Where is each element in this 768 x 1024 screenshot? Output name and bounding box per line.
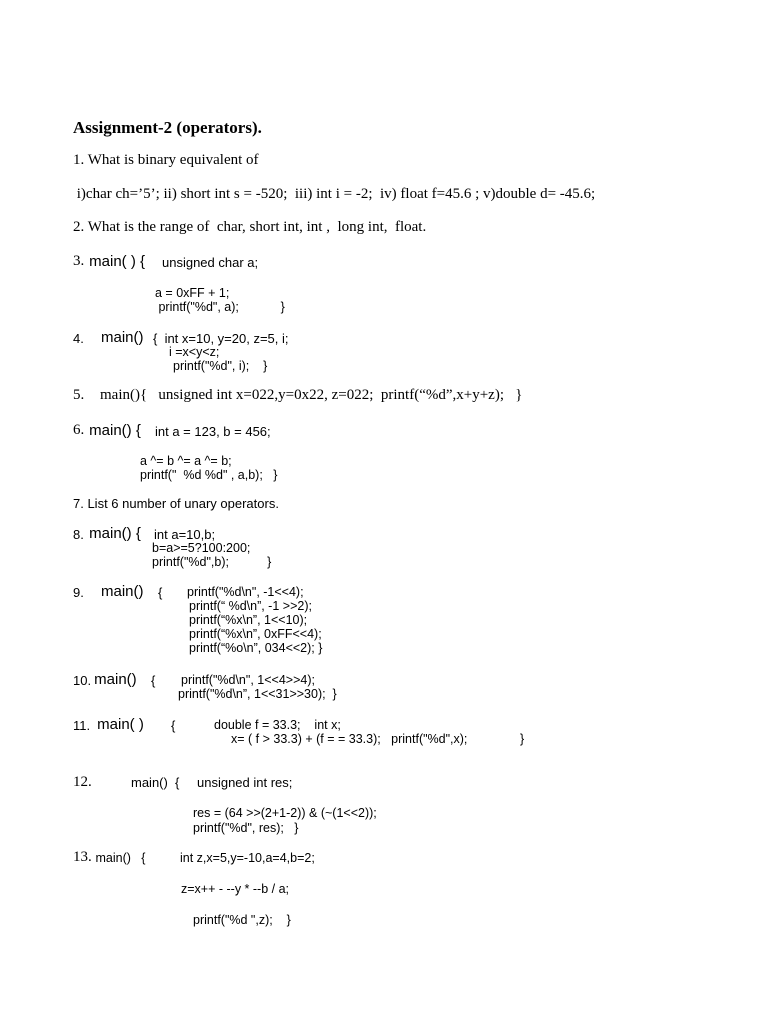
question-3-declaration: unsigned char a;	[162, 255, 259, 270]
question-11-number: 11.	[73, 718, 91, 733]
question-10-code-line-1: printf("%d\n", 1<<4>>4);	[181, 673, 315, 687]
question-6-code-line-1: a ^= b ^= a ^= b;	[140, 454, 232, 468]
question-11-brace: {	[171, 718, 176, 733]
question-10-brace: {	[151, 673, 156, 688]
question-4-code-line-1: i =x<y<z;	[169, 345, 220, 359]
question-6-number: 6.	[73, 422, 85, 438]
question-6-declaration: int a = 123, b = 456;	[155, 424, 271, 439]
question-2-text: 2. What is the range of char, short int, int , long int, float.	[73, 219, 427, 235]
question-4-declaration: { int x=10, y=20, z=5, i;	[153, 331, 289, 346]
question-1-options: i)char ch=’5’; ii) short int s = -520; iii) int i = -2; iv) float f=45.6 ; v)double d= -45.6;	[73, 186, 596, 202]
question-9-code-line-2: printf(“ %d\n”, -1 >>2);	[189, 599, 312, 613]
question-13-number: 13.	[73, 849, 92, 865]
question-3-number: 3.	[73, 253, 85, 269]
question-9-code-line-4: printf(“%x\n”, 0xFF<<4);	[189, 627, 322, 641]
question-11-closing-brace: }	[520, 732, 525, 746]
question-13-main: main() {	[92, 851, 146, 865]
question-9-code-line-5: printf(“%o\n”, 034<<2); }	[189, 641, 323, 655]
question-13-declaration: int z,x=5,y=-10,a=4,b=2;	[180, 851, 315, 865]
question-4-code-line-2: printf("%d", i); }	[173, 359, 268, 373]
question-8-main: main() {	[85, 525, 146, 542]
question-9-number: 9.	[73, 585, 84, 600]
question-12-code-line-1: res = (64 >>(2+1-2)) & (~(1<<2));	[193, 806, 377, 820]
question-9-code-line-3: printf(“%x\n”, 1<<10);	[189, 613, 308, 627]
question-3-main: main( ) {	[85, 253, 150, 270]
question-13-code-line-1: z=x++ - --y * --b / a;	[181, 882, 290, 896]
question-6-code-line-2: printf(" %d %d" , a,b); }	[140, 468, 278, 482]
question-4-number: 4.	[73, 331, 84, 346]
question-8-number: 8.	[73, 527, 84, 542]
question-9-code-line-1: printf("%d\n", -1<<4);	[187, 585, 304, 599]
page-title: Assignment-2 (operators).	[73, 118, 262, 137]
question-8-code-line-2: printf("%d",b); }	[152, 555, 272, 569]
question-5-text: main(){ unsigned int x=022,y=0x22, z=022; printf(“%d”,x+y+z); }	[100, 387, 523, 403]
question-4-main: main()	[101, 329, 144, 346]
question-12-declaration: unsigned int res;	[197, 775, 293, 790]
question-10-main: main()	[90, 671, 137, 688]
question-7-text: 7. List 6 number of unary operators.	[73, 496, 279, 511]
question-3-code-line-1: a = 0xFF + 1;	[155, 286, 230, 300]
question-8-declaration: int a=10,b;	[154, 527, 216, 542]
question-10-code-line-2: printf("%d\n”, 1<<31>>30); }	[178, 687, 337, 701]
question-13-code-line-2: printf("%d ",z); }	[193, 913, 291, 927]
question-6-main: main() {	[85, 422, 146, 439]
question-12-code-line-2: printf("%d", res); }	[193, 821, 299, 835]
question-12-main: main() {	[131, 775, 180, 790]
question-9-brace: {	[158, 585, 163, 600]
question-11-code-line-1: x= ( f > 33.3) + (f = = 33.3); printf("%d",x);	[231, 732, 468, 746]
question-3-code-line-2: printf("%d", a); }	[155, 300, 285, 314]
question-9-main: main()	[101, 583, 144, 600]
question-8-code-line-1: b=a>=5?100:200;	[152, 541, 251, 555]
question-11-declaration: double f = 33.3; int x;	[214, 718, 341, 732]
question-10-number: 10.	[73, 673, 92, 688]
question-11-main: main( )	[93, 716, 144, 733]
question-12-number: 12.	[73, 774, 92, 790]
question-1-text: 1. What is binary equivalent of	[73, 152, 259, 168]
question-5-number: 5.	[73, 387, 85, 403]
